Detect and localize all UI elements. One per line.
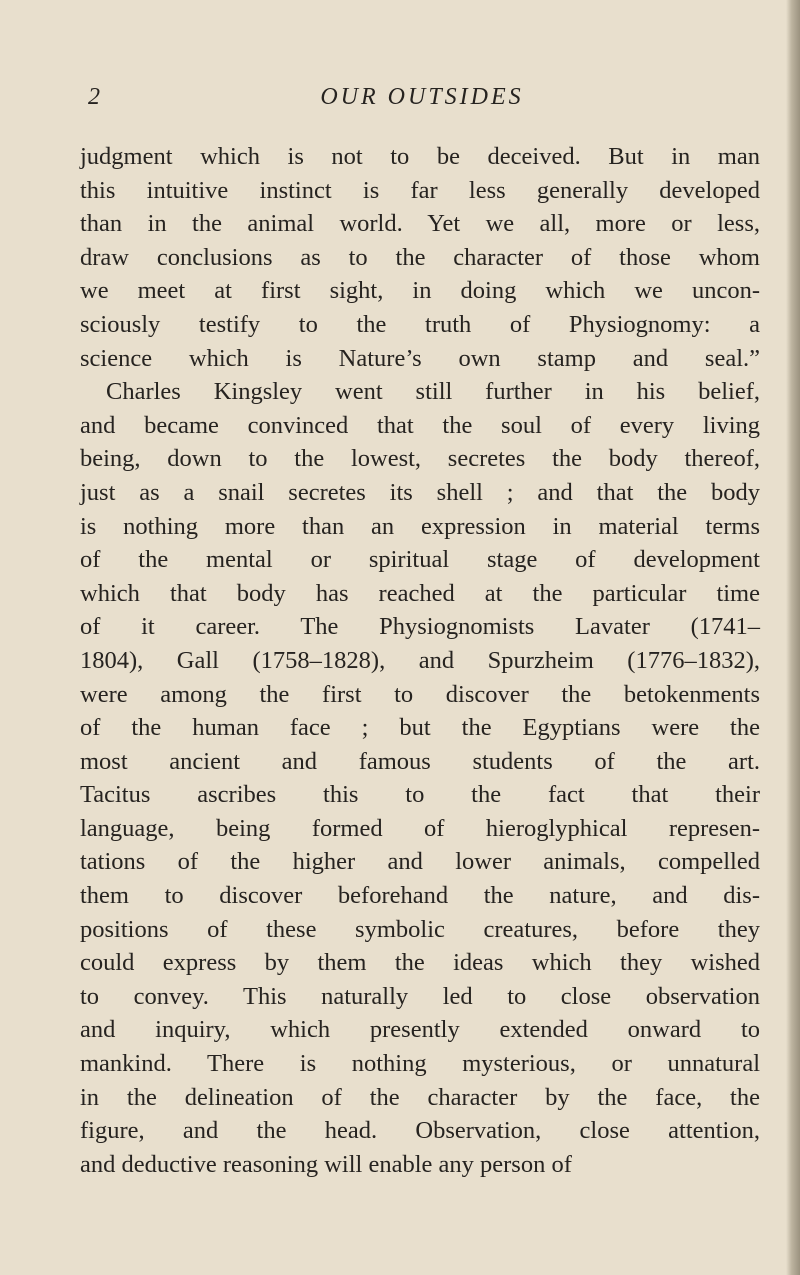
text-line: judgment which is not to be deceived. But in man [80,143,760,170]
text-line: this intuitive instinct is far less generally developed [80,176,760,204]
text-line: Charles Kingsley went still further in his belief, [106,378,760,406]
text-line: positions of these symbolic creatures, before they [80,915,760,943]
text-line: to convey. This naturally led to close observation [80,982,760,1010]
text-line: we meet at first sight, in doing which we uncon- [80,277,760,305]
text-line: Tacitus ascribes this to the fact that their [80,781,760,809]
text-line: language, being formed of hieroglyphical represen- [80,814,760,842]
text-line: being, down to the lowest, secretes the body thereof, [80,445,760,473]
text-line: could express by them the ideas which they wished [80,949,760,977]
text-line: sciously testify to the truth of Physiognomy: a [80,310,760,338]
text-line: of the mental or spiritual stage of development [80,546,760,574]
text-line: were among the first to discover the betokenments [80,680,760,708]
text-line: science which is Nature’s own stamp and seal.” [80,344,760,372]
page-header [88,84,756,124]
text-line: and inquiry, which presently extended onward to [80,1016,760,1044]
text-line: of it career. The Physiognomists Lavater (1741– [80,613,760,641]
text-line: them to discover beforehand the nature, and dis- [80,882,760,910]
text-line: figure, and the head. Observation, close attention, [80,1117,760,1145]
page-edge-shadow [786,0,800,1275]
text-line: and deductive reasoning will enable any person of [80,1150,572,1178]
running-title: OUR OUTSIDES [320,84,524,110]
text-line: mankind. There is nothing mysterious, or unnatural [80,1050,760,1078]
text-line: tations of the higher and lower animals, compelled [80,848,760,876]
text-line: just as a snail secretes its shell ; and that the body [80,478,760,506]
page-number: 2 [88,84,101,110]
text-line: draw conclusions as to the character of those whom [80,243,760,271]
body-text [80,140,760,1181]
text-line: in the delineation of the character by the face, the [80,1083,760,1111]
text-line: which that body has reached at the particular time [80,579,760,607]
text-line: of the human face ; but the Egyptians were the [80,714,760,742]
text-line: and became convinced that the soul of every living [80,411,760,439]
text-line: most ancient and famous students of the art. [80,747,760,775]
text-line: is nothing more than an expression in material terms [80,512,760,540]
text-line: than in the animal world. Yet we all, more or less, [80,210,760,238]
text-line: 1804), Gall (1758–1828), and Spurzheim (1776–1832), [80,646,760,674]
